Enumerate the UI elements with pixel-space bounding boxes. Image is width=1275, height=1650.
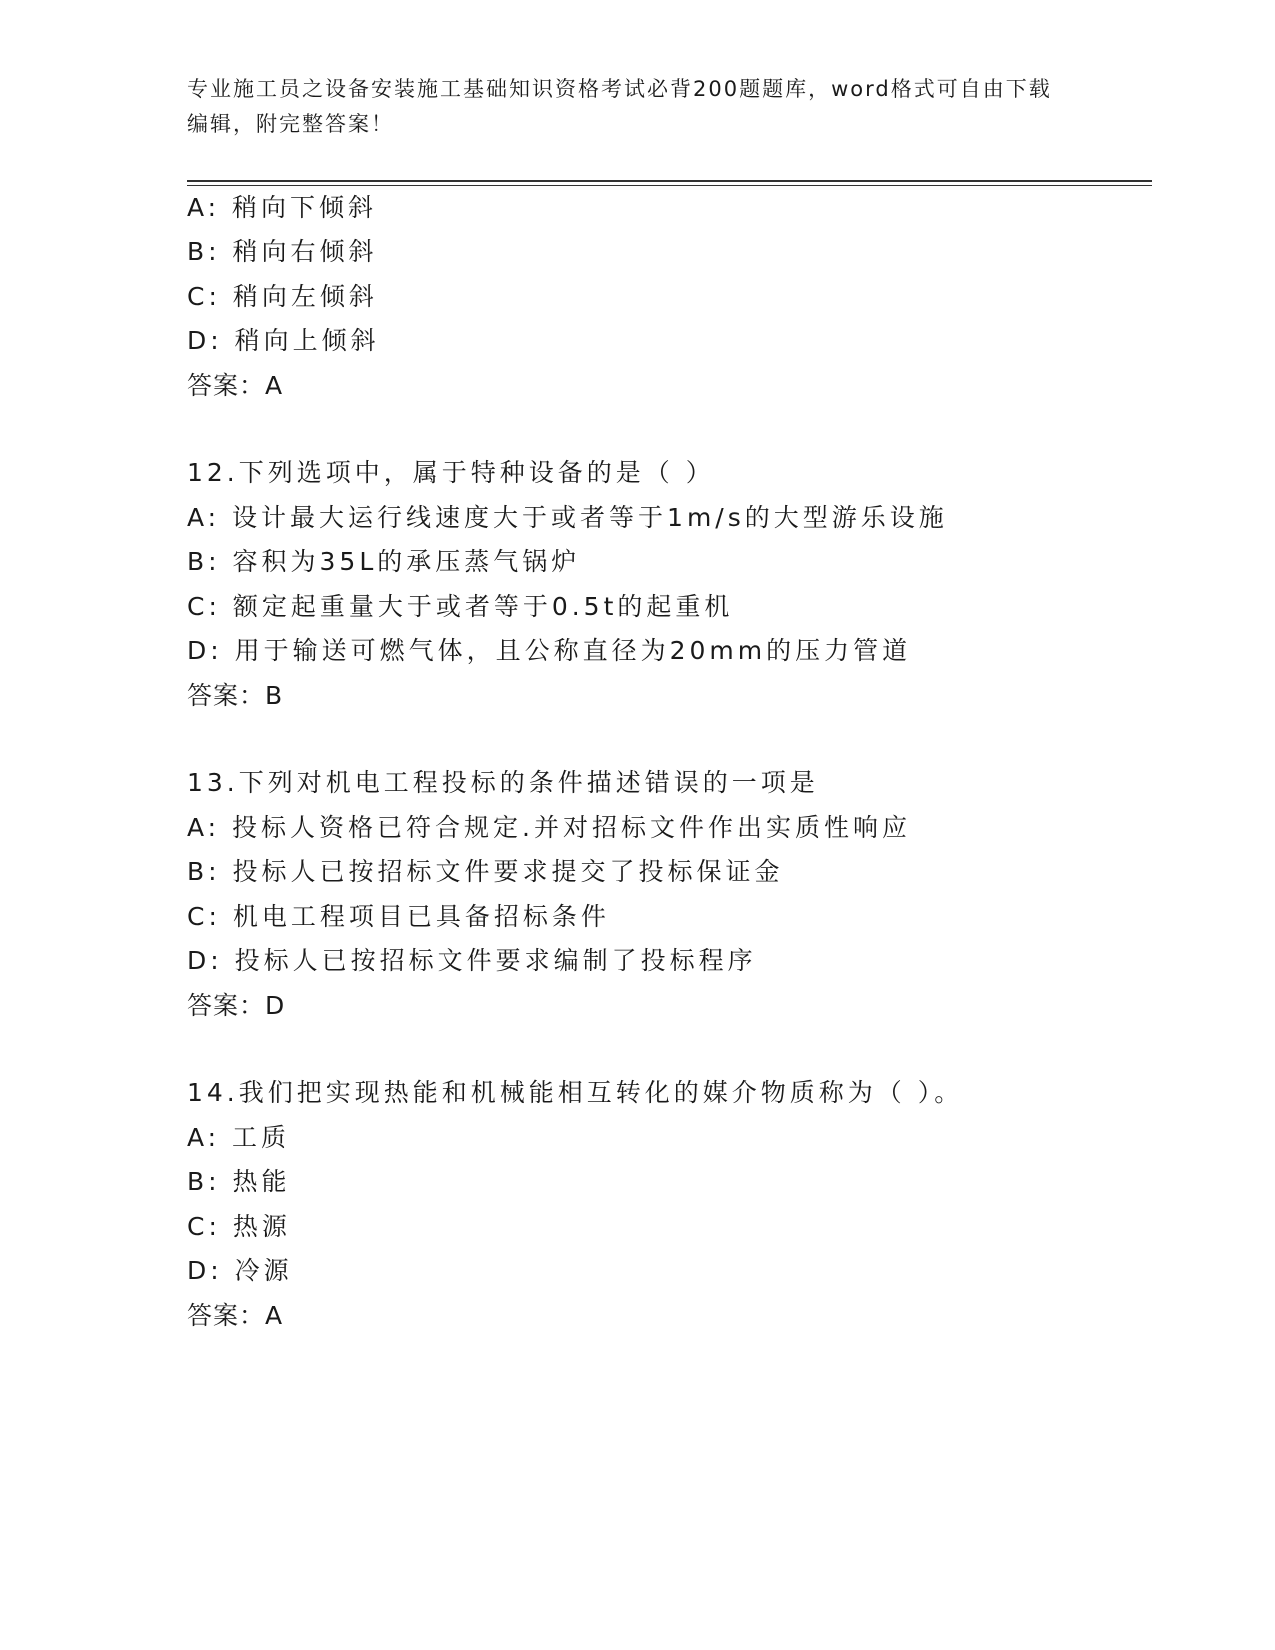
prev-option-b: B: 稍向右倾斜	[187, 237, 378, 266]
question-12-answer: 答案：B	[187, 681, 284, 710]
question-14-option-c: C: 热源	[187, 1212, 291, 1241]
question-12-option-b: B: 容积为35L的承压蒸气锅炉	[187, 547, 581, 576]
question-13-option-a: A: 投标人资格已符合规定.并对招标文件作出实质性响应	[187, 813, 911, 842]
question-12-option-c: C: 额定起重量大于或者等于0.5t的起重机	[187, 592, 734, 621]
prev-option-d: D: 稍向上倾斜	[187, 326, 380, 355]
question-13-option-d: D: 投标人已按招标文件要求编制了投标程序	[187, 946, 757, 975]
question-13-option-b: B: 投标人已按招标文件要求提交了投标保证金	[187, 857, 784, 886]
question-14-title: 14.我们把实现热能和机械能相互转化的媒介物质称为（ ）。	[187, 1078, 964, 1107]
question-12-option-d: D: 用于输送可燃气体，且公称直径为20mm的压力管道	[187, 636, 912, 665]
question-12-title: 12.下列选项中，属于特种设备的是（ ）	[187, 458, 715, 487]
prev-option-c: C: 稍向左倾斜	[187, 282, 378, 311]
page-header-text: 专业施工员之设备安装施工基础知识资格考试必背200题题库，word格式可自由下载编辑，附完整答案！	[187, 77, 1052, 136]
question-12-option-a: A: 设计最大运行线速度大于或者等于1m/s的大型游乐设施	[187, 503, 948, 532]
header-divider-thick	[187, 180, 1152, 182]
question-14-answer: 答案：A	[187, 1301, 284, 1330]
question-13-answer: 答案：D	[187, 991, 286, 1020]
question-14-option-d: D: 冷源	[187, 1256, 293, 1285]
prev-answer: 答案：A	[187, 371, 284, 400]
prev-option-a: A: 稍向下倾斜	[187, 193, 378, 222]
question-14-option-a: A: 工质	[187, 1123, 291, 1152]
header-divider-thin	[187, 185, 1152, 186]
question-13-option-c: C: 机电工程项目已具备招标条件	[187, 902, 610, 931]
question-14-option-b: B: 热能	[187, 1167, 291, 1196]
question-13-title: 13.下列对机电工程投标的条件描述错误的一项是	[187, 768, 819, 797]
